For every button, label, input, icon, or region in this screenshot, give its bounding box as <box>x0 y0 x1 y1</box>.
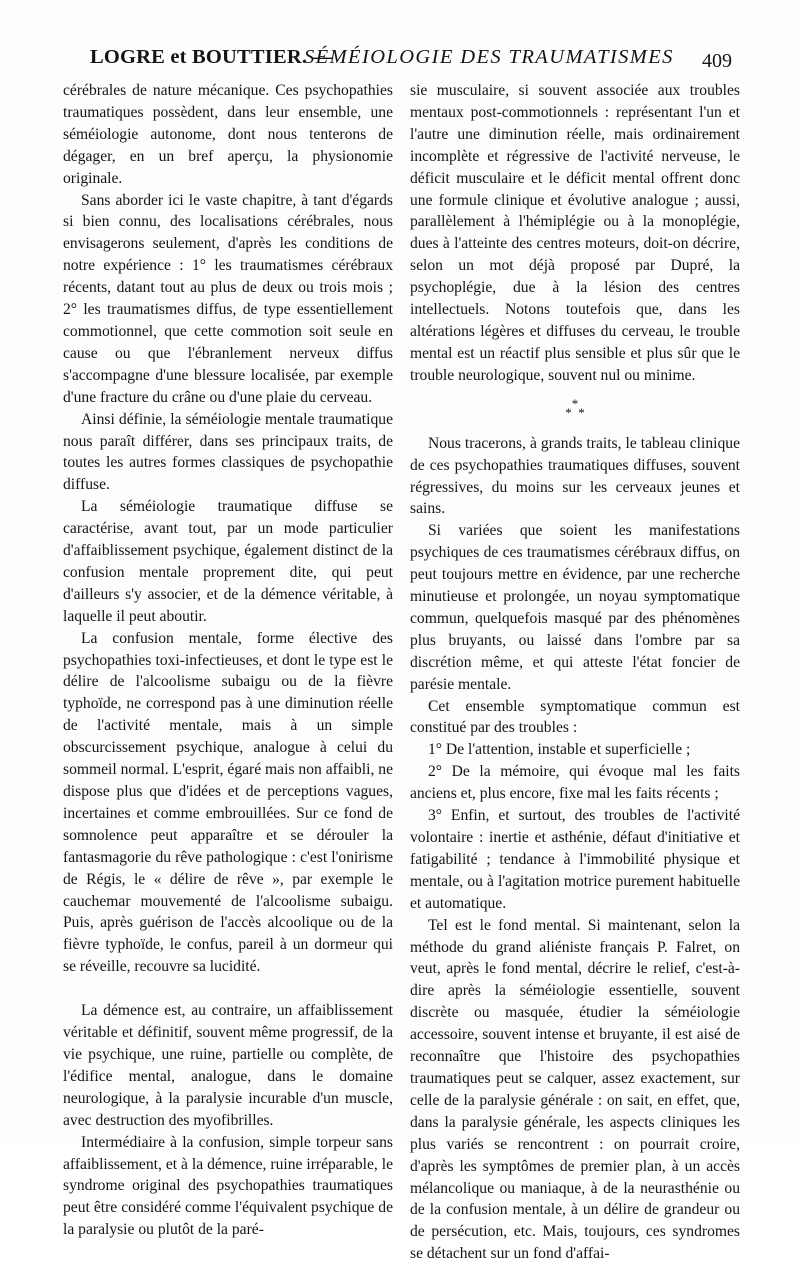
paragraph: Nous tracerons, à grands traits, le tableau clinique de ces psychopathies traumatiques diffuses, souvent régressives, du moins sur les cerveaux jeunes et sains. <box>410 434 740 518</box>
paragraph: La démence est, au contraire, un affaiblissement véritable et définitif, souvent même progressif, de la vie psychique, une ruine, partielle ou complète, de l'édifice mental, analogue, dans le domaine neurologique, à la paralysie incurable d'un muscle, avec destruction des myofibrilles. <box>63 1002 393 1129</box>
asterism-stars-pair <box>410 404 740 420</box>
running-head-title: SÉMÉIOLOGIE DES TRAUMATISMES <box>304 46 674 68</box>
right-column <box>410 80 740 1265</box>
paragraph: Tel est le fond mental. Si maintenant, selon la méthode du grand aliéniste français P. Falret, on veut, après le fond mental, décrire le relief, c'est-à-dire après la séméiologie essentielle, souvent discrète ou masquée, étudier la séméiologie accessoire, souvent intense et bruyante, il est aisé de reconnaître que l'histoire des psychopathies traumatiques peut se calquer, assez exactement, sur celle de la paralysie générale : on sait, en effet, que, dans la paralysie générale, les aspects cliniques les plus variés se rencontrent : on pourrait croire, d'après les symptômes de premier plan, à un accès mélancolique ou maniaque, à de la neurasthénie ou de la confusion mentale, à un délire de grandeur ou de persécution, etc. Mais, toujours, ces syndromes se détachent sur un fond d'affai- <box>410 916 740 1263</box>
asterism-star: * <box>578 404 585 420</box>
paragraph: La confusion mentale, forme élective des psychopathies toxi-infectieuses, et dont le type est le délire de l'alcoolisme subaigu ou de la fièvre typhoïde, ne correspond pas à une diminution réelle de l'activité mentale, mais à un simple obscurcissement psychique, analogue à celui du sommeil normal. L'esprit, égaré mais non affaibli, ne dispose plus que d'idées et de perceptions vagues, incertaines et comme embrouillées. Sur ce fond de somnolence peut apparaître et se dérouler la fantasmagorie du rêve pathologique : c'est l'onirisme de Régis, le « délire de rêve », par exemple le cauchemar mouvementé de l'alcoolisme subaigu. Puis, après guérison de l'accès alcoolique ou de la fièvre typhoïde, le confus, pareil à un dormeur qui se réveille, recouvre sa lucidité. <box>63 629 393 976</box>
page-number: 409 <box>702 50 732 72</box>
paragraph: Si variées que soient les manifestations psychiques de ces traumatismes cérébraux diffus, on peut toujours mettre en évidence, par une recherche minutieuse et prolongée, un noyau symptomatique commun, quelquefois masqué par des phénomènes plus bruyants, ou laissé dans l'ombre par sa discrétion même, et qui atteste l'état foncier de parésie mentale. <box>410 522 740 693</box>
list-item: 1° De l'attention, instable et superficielle ; <box>428 741 691 759</box>
paragraph: Cet ensemble symptomatique commun est constitué par des troubles : <box>410 697 740 737</box>
paragraph: Ainsi définie, la séméiologie mentale traumatique nous paraît différer, dans ses principaux traits, de toutes les autres formes classiques de psychopathie diffuse. <box>63 410 393 494</box>
paragraph: sie musculaire, si souvent associée aux troubles mentaux post-commotionnels : représentant l'un et l'autre une diminution réelle, mais ordinairement incomplète et régressive de l'activité nerveuse, le déficit musculaire et le déficit mental offrent donc une formule clinique et évolutive analogue ; aussi, parallèlement à l'hémiplégie ou à la monoplégie, dues à l'atteinte des centres moteurs, doit-on décrire, selon un mot déjà proposé par Dupré, la psychoplégie, due à la lésion des centres intellectuels. Notons toutefois que, dans les altérations légères et diffuses du cerveau, le trouble mental est un réactif plus sensible et plus sûr que le trouble neurologique, souvent nul ou minime. <box>410 82 740 384</box>
paragraph: Intermédiaire à la confusion, simple torpeur sans affaiblissement, et à la démence, ruine irréparable, le syndrome original des psychopathies traumatiques peut être considéré comme l'équivalent psychique de la paralysie ou plutôt de la paré- <box>63 1133 393 1239</box>
running-head <box>90 44 740 74</box>
asterism-star: * <box>571 395 579 411</box>
asterism-divider <box>410 393 740 423</box>
list-item: 3° Enfin, et surtout, des troubles de l'activité volontaire : inertie et asthénie, défaut d'initiative et fatigabilité ; tendance à l'immobilité physique et mentale, ou à l'agitation motrice purement habituelle et automatique. <box>410 807 740 912</box>
running-head-authors: LOGRE et BOUTTIER. — <box>90 46 334 68</box>
paragraph: La séméiologie traumatique diffuse se caractérise, avant tout, par un mode particulier d'affaiblissement psychique, également distinct de la confusion mentale proprement dite, qui peut d'ailleurs s'y associer, et de la démence véritable, à laquelle il peut aboutir. <box>63 498 393 625</box>
asterism-star: * <box>565 404 572 420</box>
list-item: 2° De la mémoire, qui évoque mal les faits anciens et, plus encore, fixe mal les faits récents ; <box>410 763 740 803</box>
left-column <box>63 80 393 1241</box>
paragraph: Sans aborder ici le vaste chapitre, à tant d'égards si bien connu, des localisations cérébrales, nous envisagerons seulement, d'après les conditions de notre expérience : 1° les traumatismes cérébraux récents, datant tout au plus de deux ou trois mois ; 2° les traumatismes diffus, de type essentiellement commotionnel, que cette commotion soit seule en cause ou que l'ébranlement nerveux diffus s'accompagne d'une blessure localisée, par exemple d'une fracture du crâne ou d'une plaie du cerveau. <box>63 191 393 406</box>
paragraph: cérébrales de nature mécanique. Ces psychopathies traumatiques possèdent, dans leur ensemble, une séméiologie autonome, dont nous tenterons de dégager, en un bref aperçu, la physionomie originale. <box>63 82 393 187</box>
